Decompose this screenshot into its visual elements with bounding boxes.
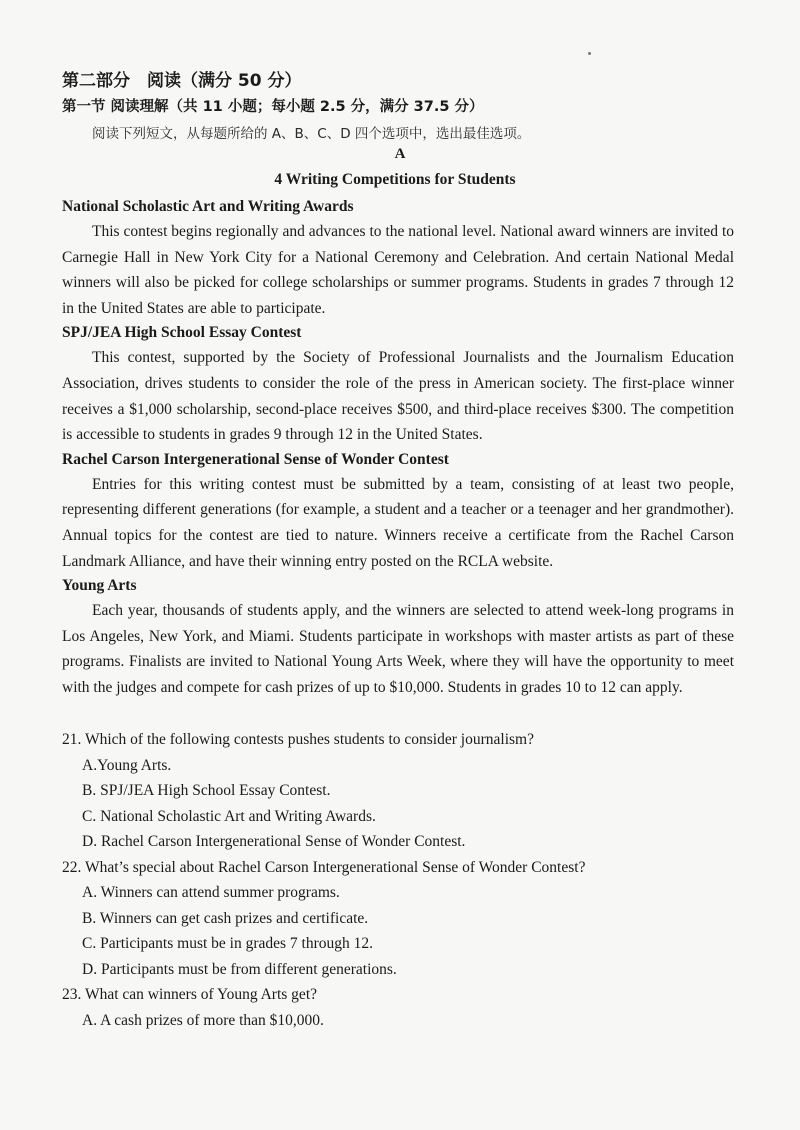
instruction-text: 阅读下列短文，从每题所给的 A、B、C、D 四个选项中，选出最佳选项。 xyxy=(92,126,531,142)
question-stem: 23. What can winners of Young Arts get? xyxy=(62,986,318,1003)
contest-heading: National Scholastic Art and Writing Awards xyxy=(62,198,354,215)
answer-option: B. Winners can get cash prizes and certificate. xyxy=(82,909,369,927)
contest-paragraph: This contest begins regionally and advances to the national level. National award winners are invited to Carnegie Hall in New York City for a National Ceremony and Celebration. And certain National Medal winners will also be picked for college scholarships or summer programs. Students in grades 7 through 12 in the United States are able to participate. xyxy=(62,223,734,317)
contest-heading: SPJ/JEA High School Essay Contest xyxy=(62,324,302,342)
contest-section xyxy=(62,195,734,321)
contest-heading: Rachel Carson Intergenerational Sense of Wonder Contest xyxy=(62,450,449,468)
section-title: 第一节 阅读理解（共 11 小题；每小题 2.5 分，满分 37.5 分） xyxy=(62,99,484,115)
question-21 xyxy=(62,727,742,855)
question-list xyxy=(62,727,742,1033)
part-title: 第二部分 阅读（满分 50 分） xyxy=(62,71,302,91)
answer-option: C. Participants must be in grades 7 through 12. xyxy=(82,935,374,952)
answer-option: D. Rachel Carson Intergenerational Sense of Wonder Contest. xyxy=(82,833,466,850)
passage-body xyxy=(62,195,734,701)
contest-heading: Young Arts xyxy=(62,577,137,595)
contest-section xyxy=(62,448,734,574)
contest-paragraph: Entries for this writing contest must be submitted by a team, consisting of at least two people, representing different generations (for example, a student and a teacher or a teenager and her grandmother). Annual topics for the contest are tied to nature. Winners receive a certificate from the Rachel Carson Landmark Alliance, and have their winning entry posted on the RCLA website. xyxy=(62,475,734,570)
scan-speck xyxy=(588,52,591,55)
contest-paragraph: This contest, supported by the Society of Professional Journalists and the Journalism Education Association, drives students to consider the role of the press in American society. The first-place winner receives a $1,000 scholarship, second-place receives $500, and third-place receives $300. The competition is accessible to students in grades 9 through 12 in the United States. xyxy=(62,349,734,444)
question-23 xyxy=(62,982,742,1033)
answer-option: A. Winners can attend summer programs. xyxy=(82,884,340,901)
answer-option: A.Young Arts. xyxy=(82,756,172,774)
answer-option: D. Participants must be from different generations. xyxy=(82,960,397,978)
answer-option: A. A cash prizes of more than $10,000. xyxy=(82,1011,324,1029)
question-22 xyxy=(62,855,742,983)
question-stem: 22. What’s special about Rachel Carson Intergenerational Sense of Wonder Contest? xyxy=(62,858,586,876)
passage-letter: A xyxy=(394,146,406,162)
answer-option: C. National Scholastic Art and Writing Awards. xyxy=(82,807,376,825)
question-stem: 21. Which of the following contests pushes students to consider journalism? xyxy=(62,731,534,748)
contest-section xyxy=(62,574,734,700)
contest-section xyxy=(62,321,734,447)
answer-option: B. SPJ/JEA High School Essay Contest. xyxy=(82,782,331,799)
contest-paragraph: Each year, thousands of students apply, and the winners are selected to attend week-long programs in Los Angeles, New York, and Miami. Students participate in workshops with master artists as part of these programs. Finalists are invited to National Young Arts Week, where they will have the opportunity to meet with the judges and compete for cash prizes of up to $10,000. Students in grades 10 to 12 can apply. xyxy=(62,602,734,696)
article-title: 4 Writing Competitions for Students xyxy=(274,171,516,188)
